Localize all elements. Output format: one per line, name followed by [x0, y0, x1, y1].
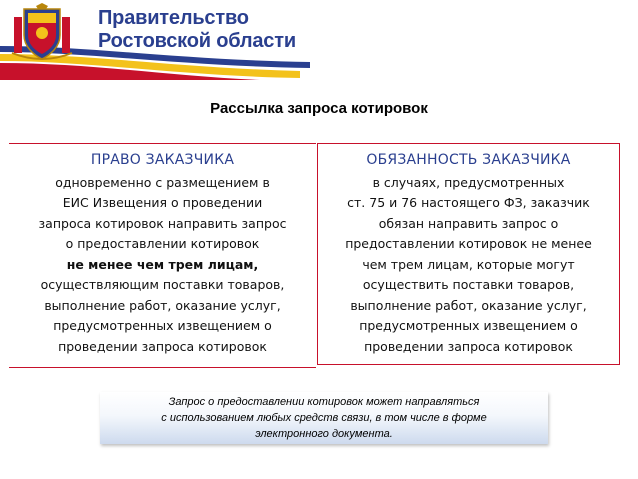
text-line: предусмотренных извещением о	[359, 318, 578, 333]
org-title	[98, 7, 296, 53]
header	[0, 0, 638, 80]
tricolor-stripes	[0, 0, 638, 80]
text-line: одновременно с размещением в	[55, 174, 270, 190]
coat-of-arms-icon	[10, 3, 74, 63]
text-line: чем трем лицам, которые могут	[362, 256, 575, 272]
text-line: в случаях, предусмотренных	[372, 174, 565, 190]
page-title: Рассылка запроса котировок	[210, 100, 428, 117]
text-line: ст. 75 и 76 настоящего ФЗ, заказчик	[347, 195, 590, 210]
text-line: предоставлении котировок не менее	[345, 236, 592, 251]
text-line: предусмотренных извещением о	[53, 318, 272, 333]
note-line: электронного документа.	[255, 428, 393, 440]
text-line: проведении запроса котировок	[58, 338, 267, 354]
note-line: Запрос о предоставлении котировок может направляться	[168, 396, 480, 408]
note-line: с использованием любых средств связи, в том числе в форме	[161, 412, 487, 424]
customer-right-heading: ПРАВО ЗАКАЗЧИКА	[90, 152, 235, 168]
text-line: выполнение работ, оказание услуг,	[44, 297, 281, 313]
text-line: осуществляющим поставки товаров,	[40, 277, 285, 292]
text-line-emphasis: не менее чем трем лицам,	[66, 256, 259, 272]
text-line: запроса котировок направить запрос	[38, 215, 287, 231]
org-title-line2: Ростовской области	[98, 30, 296, 52]
note-box	[100, 392, 548, 444]
text-line: проведении запроса котировок	[364, 338, 573, 354]
text-line: о предоставлении котировок	[65, 236, 260, 251]
org-title-line1: Правительство	[98, 7, 249, 29]
customer-obligation-heading: ОБЯЗАННОСТЬ ЗАКАЗЧИКА	[366, 152, 571, 168]
text-line: осуществить поставки товаров,	[362, 277, 575, 292]
customer-right-panel	[9, 143, 316, 368]
customer-obligation-panel	[317, 143, 620, 365]
text-line: ЕИС Извещения о проведении	[62, 195, 263, 210]
text-line: выполнение работ, оказание услуг,	[350, 297, 587, 313]
text-line: обязан направить запрос о	[378, 215, 559, 231]
